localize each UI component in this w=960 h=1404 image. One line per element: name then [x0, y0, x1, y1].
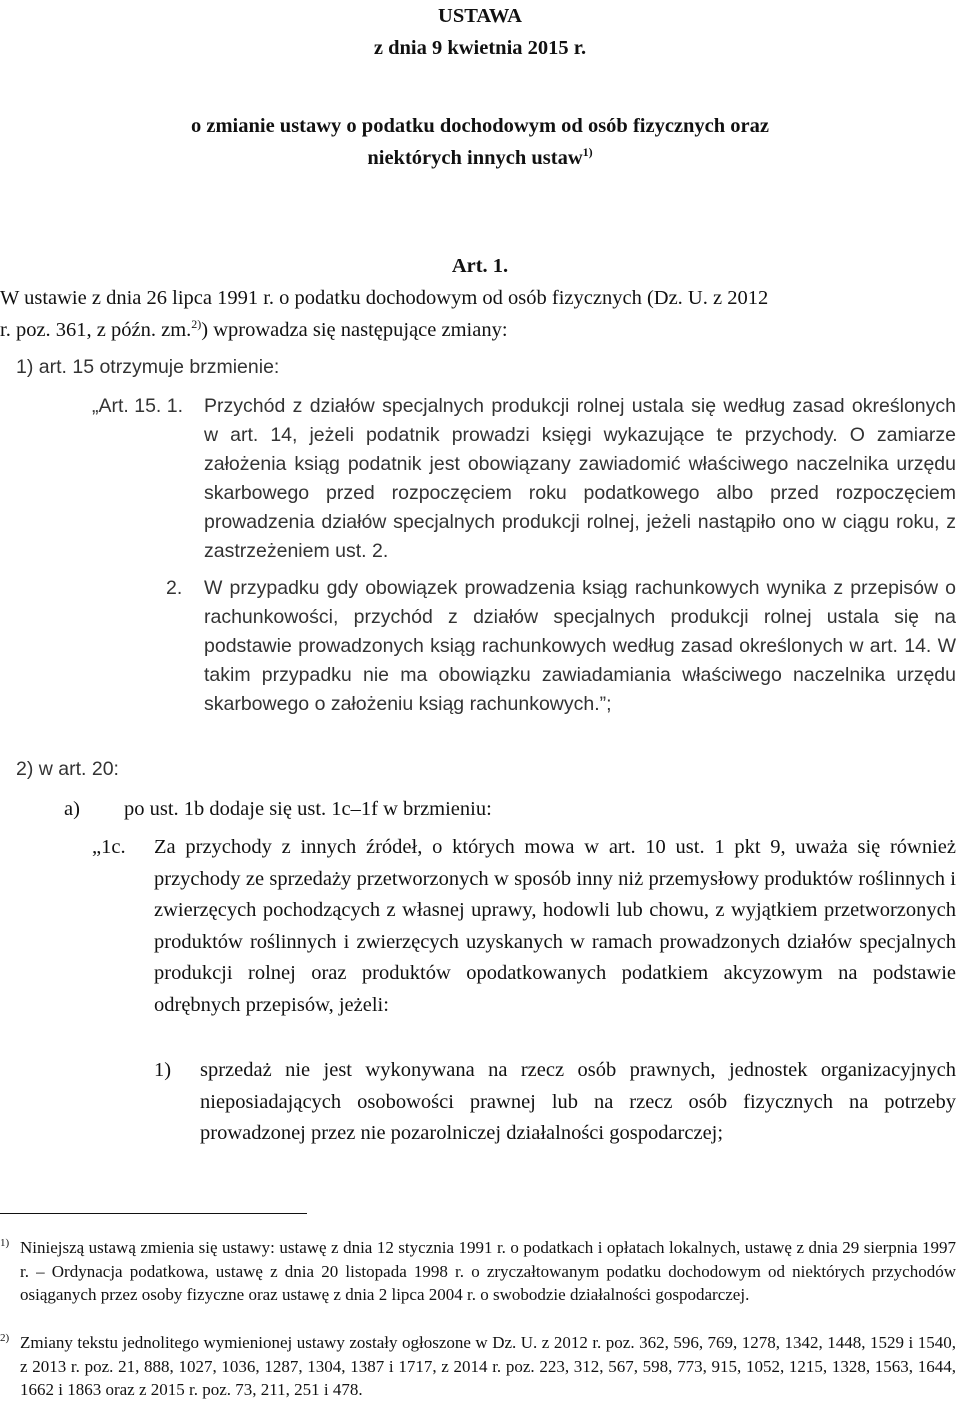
par-1c-point1-text: sprzedaż nie jest wykonywana na rzecz osób prawnych, jednostek organizacyjnych nieposiadających osobowości prawnej lub na rzecz osób fizycznych na potrzeby prowadzonej przez nie pozarolniczej działalności gospodarczej; [200, 1059, 956, 1144]
footnote-2-text: Zmiany tekstu jednolitego wymienionej ustawy zostały ogłoszone w Dz. U. z 2012 r. poz. 362, 596, 769, 1278, 1342, 1448, 1529 i 1540, z 2013 r. poz. 21, 888, 1027, 1036, 1287, 1304, 1387 i 1717, z 2014 r. poz. 223, 312, 567, 598, 773, 915, 1052, 1215, 1328, 1563, 1644, 1662 i 1863 oraz z 2015 r. poz. 73, 211, 251 i 478. [20, 1333, 956, 1399]
item-2a-text: po ust. 1b dodaje się ust. 1c–1f w brzmieniu: [124, 798, 492, 820]
footnote-1-num: 1) [0, 1237, 10, 1249]
footnote-ref-1[interactable]: 1) [582, 145, 593, 160]
article-intro-line2: r. poz. 361, z późn. zm.$^{2)}$) wprowadza się następujące zmiany: [0, 317, 508, 341]
art15-par2-text: W przypadku gdy obowiązek prowadzenia ksiąg rachunkowych wynika z przepisów o rachunkowości, przychód z działów specjalnych produkcji rolnej ustala się na podstawie prowadzonych ksiąg rachunkowych według zasad określonych w art. 14. W takim przypadku nie ma obowiązku zawiadamiania właściwego naczelnika urzędu skarbowego o założeniu ksiąg rachunkowych.”; [204, 577, 956, 715]
article-intro-line1: W ustawie z dnia 26 lipca 1991 r. o podatku dochodowym od osób fizycznych (Dz. U. z 2012 [0, 287, 769, 309]
article-heading: Art. 1. [451, 255, 509, 277]
par-1c-num: „1c. [92, 836, 126, 858]
art15-par1-text: Przychód z działów specjalnych produkcji rolnej ustala się według zasad określonych w art. 14, jeżeli podatnik prowadzi księgi wykazujące te przychody. O zamiarze założenia ksiąg podatnik jest obowiązany zawiadomić właściwego naczelnika urzędu skarbowego przed rozpoczęciem roku podatkowego albo przed rozpoczęciem prowadzenia działów specjalnych produkcji rolnej, jeżeli nastąpiło ono w ciągu roku, z zastrzeżeniem ust. 2. [204, 395, 956, 562]
amendment-item-2: 2) w art. 20: [16, 758, 119, 780]
quoted-article-label: „Art. 15. 1. [92, 395, 184, 417]
document-subject-line2: niektórych innych ustaw$^{1)}$ [367, 145, 593, 169]
footnote-2-num: 2) [0, 1332, 10, 1344]
document-title: USTAWA [438, 5, 522, 27]
footnote-1-text: Niniejszą ustawą zmienia się ustawy: ustawę z dnia 12 stycznia 1991 r. o podatkach i opłatach lokalnych, ustawę z dnia 29 sierpnia 1997 r. – Ordynacja podatkowa, ustawę z dnia 20 listopada 1998 r. o zryczałtowanym podatku dochodowym od niektórych przychodów osiąganych przez osoby fizyczne oraz ustawę z dnia 2 lipca 2004 r. o swobodzie działalności gospodarczej. [20, 1238, 956, 1304]
document-date: z dnia 9 kwietnia 2015 r. [373, 37, 587, 59]
amendment-item-1: 1) art. 15 otrzymuje brzmienie: [16, 356, 280, 378]
footnote-separator [0, 1213, 307, 1214]
item-2a-label: a) [64, 798, 80, 820]
footnote-ref-2[interactable]: 2) [191, 317, 202, 332]
par-1c-point1-num: 1) [154, 1059, 172, 1081]
art15-par2-num: 2. [166, 577, 183, 599]
par-1c-text: Za przychody z innych źródeł, o których mowa w art. 10 ust. 1 pkt 9, uważa się również przychody ze sprzedaży przetworzonych w sposób inny niż przemysłowy produktów roślinnych i zwierzęcych pochodzących z własnej uprawy, hodowli lub chowu, z wyjątkiem przetworzonych produktów roślinnych i zwierzęcych uzyskanych w ramach prowadzonych działów specjalnych produkcji rolnej oraz produktów opodatkowanych podatkiem akcyzowym na podstawie odrębnych przepisów, jeżeli: [154, 836, 956, 1016]
document-subject-line1: o zmianie ustawy o podatku dochodowym od osób fizycznych oraz [190, 115, 769, 137]
